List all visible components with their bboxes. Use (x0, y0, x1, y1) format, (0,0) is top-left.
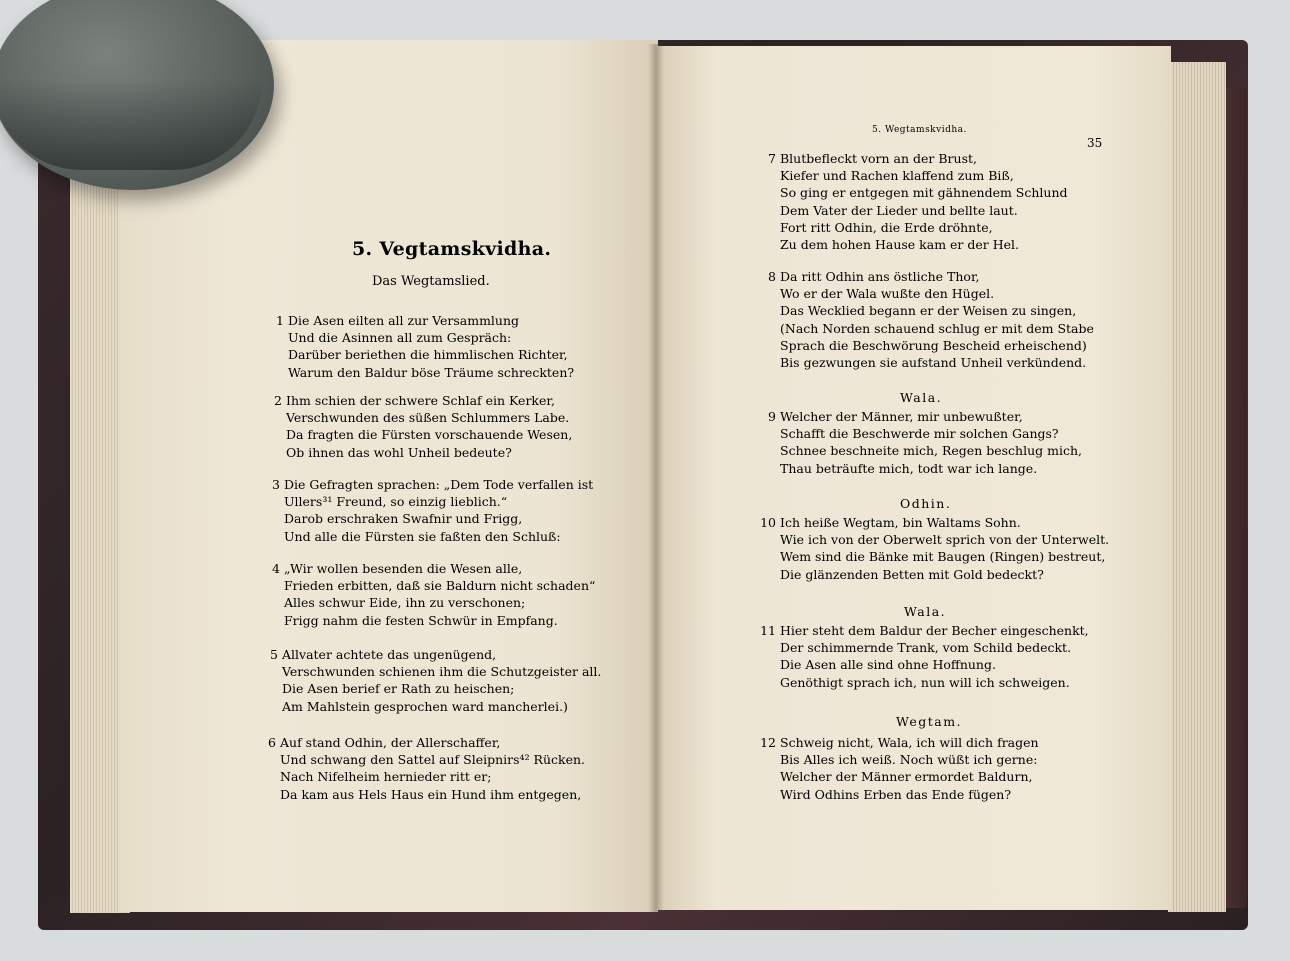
speaker-label: Wegtam. (896, 714, 963, 729)
stanza-11: 11 Hier steht dem Baldur der Becher eingeschenkt, Der schimmernde Trank, vom Schild bedeckt. Die Asen alle sind ohne Hoffnung. Genöthigt sprach ich, nun will ich schweigen. (760, 623, 1089, 690)
page-edges-right (1168, 62, 1226, 912)
poem-title: 5. Vegtamskvidha. (352, 238, 552, 260)
stanza-12: 12 Schweig nicht, Wala, ich will dich fragen Bis Alles ich weiß. Noch wüßt ich gerne: Welcher der Männer ermordet Baldurn, Wird Odhins Erben das Ende fügen? (760, 735, 1039, 802)
stanza-9: 9 Welcher der Männer, mir unbewußter, Schafft die Beschwerde mir solchen Gangs? Schnee beschneite mich, Regen beschlug mich, Thau beträufte mich, todt war ich lange. (768, 409, 1082, 476)
stanza-6: 6 Auf stand Odhin, der Allerschaffer, Und schwang den Sattel auf Sleipnirs⁴² Rücken. Nach Nifelheim hernieder ritt er; Da kam aus Hels Haus ein Hund ihm entgegen, (268, 735, 586, 802)
paperweight-rim (0, 80, 262, 170)
stanza-8: 8 Da ritt Odhin ans östliche Thor, Wo er der Wala wußte den Hügel. Das Wecklied begann er der Weisen zu singen, (Nach Norden schauend schlug er mit dem Stabe Sprach die Beschwörung Bescheid erheischend) Bis gezwungen sie aufstand Unheil verkündend. (768, 269, 1094, 371)
stanza-5: 5 Allvater achtete das ungenügend, Verschwunden schienen ihm die Schutzgeister all. Die Asen berief er Rath zu heischen; Am Mahlstein gesprochen ward mancherlei.) (270, 647, 602, 714)
stanza-7: 7 Blutbefleckt vorn an der Brust, Kiefer und Rachen klaffend zum Biß, So ging er entgegen mit gähnendem Schlund Dem Vater der Lieder und bellte laut. Fort ritt Odhin, die Erde dröhnte, Zu dem hohen Hause kam er der Hel. (768, 151, 1068, 253)
poem-subtitle: Das Wegtamslied. (372, 274, 490, 289)
page-number: 35 (1087, 136, 1103, 150)
stanza-10: 10 Ich heiße Wegtam, bin Waltams Sohn. Wie ich von der Oberwelt sprich von der Unterwelt. Wem sind die Bänke mit Baugen (Ringen) bestreut, Die glänzenden Betten mit Gold bedeckt? (760, 515, 1110, 582)
speaker-label: Wala. (904, 604, 947, 619)
stanza-3: 3 Die Gefragten sprachen: „Dem Tode verfallen ist Ullers³¹ Freund, so einzig lieblich.“ Darob erschraken Swafnir und Frigg, Und alle die Fürsten sie faßten den Schluß: (272, 477, 594, 544)
running-head: 5. Wegtamskvidha. (872, 125, 967, 135)
stanza-1: 1 Die Asen eilten all zur Versammlung Und die Asinnen all zum Gespräch: Darüber beriethen die himmlischen Richter, Warum den Baldur böse Träume schreckten? (276, 313, 575, 380)
stanza-4: 4 „Wir wollen besenden die Wesen alle, Frieden erbitten, daß sie Baldurn nicht schaden“ Alles schwur Eide, ihn zu verschonen; Frigg nahm die festen Schwür in Empfang. (272, 561, 596, 628)
book-gutter (648, 44, 664, 912)
stanza-2: 2 Ihm schien der schwere Schlaf ein Kerker, Verschwunden des süßen Schlummers Labe. Da fragten die Fürsten vorschauende Wesen, Ob ihnen das wohl Unheil bedeute? (274, 393, 573, 460)
speaker-label: Wala. (900, 390, 943, 405)
speaker-label: Odhin. (900, 496, 952, 511)
